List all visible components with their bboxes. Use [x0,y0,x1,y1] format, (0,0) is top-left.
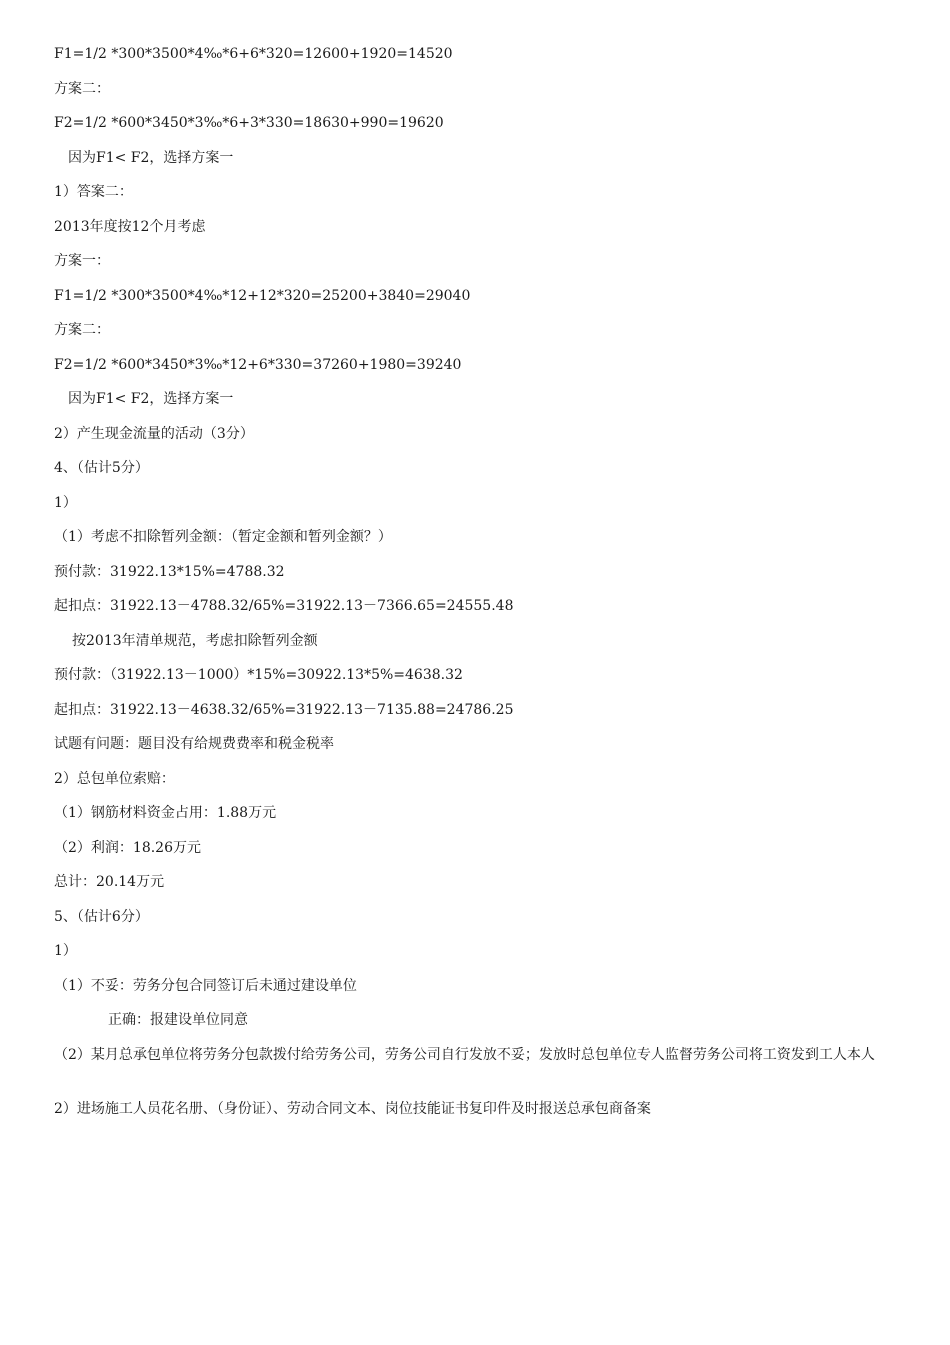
q5-part-1: 1） [54,943,77,959]
deduction-start-1: 起扣点：31922.13－4788.32/65%=31922.13－7366.65=24555.48 [54,598,514,614]
claim-item-2: （2）利润：18.26万元 [54,840,201,856]
conclusion-plan-one-2: 因为F1< F2，选择方案一 [68,391,234,407]
q4-item-1: （1）考虑不扣除暂列金额：（暂定金额和暂列金额？） [54,529,392,545]
spec-2013-note: 按2013年清单规范，考虑扣除暂列金额 [72,633,318,649]
year-note: 2013年度按12个月考虑 [54,219,206,235]
cash-flow-item: 2）产生现金流量的活动（3分） [54,426,254,442]
q5-item-1: （1）不妥：劳务分包合同签订后未通过建设单位 [54,978,357,994]
q4-part-2: 2）总包单位索赔： [54,771,175,787]
formula-f1-6-months: F1=1/2 *300*3500*4‰*6+6*320=12600+1920=14520 [54,46,453,62]
conclusion-plan-one: 因为F1< F2，选择方案一 [68,150,234,166]
plan-two-heading: 方案二： [54,81,110,97]
advance-payment-2: 预付款：（31922.13－1000）*15%=30922.13*5%=4638.32 [54,667,463,683]
deduction-start-2: 起扣点：31922.13－4638.32/65%=31922.13－7135.88=24786.25 [54,702,514,718]
q5-item-2: （2）某月总承包单位将劳务分包款拨付给劳务公司，劳务公司自行发放不妥；发放时总包单位专人监督劳务公司将工资发到工人本人 [54,1047,875,1063]
plan-one-heading: 方案一： [54,253,110,269]
advance-payment-1: 预付款：31922.13*15%=4788.32 [54,564,285,580]
formula-f1-12-months: F1=1/2 *300*3500*4‰*12+12*320=25200+3840=29040 [54,288,471,304]
answer-two-heading: 1）答案二： [54,184,133,200]
claim-item-1: （1）钢筋材料资金占用：1.88万元 [54,805,277,821]
question-5-heading: 5、（估计6分） [54,909,149,925]
q4-part-1: 1） [54,495,77,511]
q5-part-2: 2）进场施工人员花名册、（身份证）、劳动合同文本、岗位技能证书复印件及时报送总承包商备案 [54,1101,651,1117]
question-4-heading: 4、（估计5分） [54,460,149,476]
formula-f2-6-months: F2=1/2 *600*3450*3‰*6+3*330=18630+990=19620 [54,115,444,131]
claim-total: 总计：20.14万元 [54,874,165,890]
formula-f2-12-months: F2=1/2 *600*3450*3‰*12+6*330=37260+1980=39240 [54,357,462,373]
plan-two-heading-2: 方案二： [54,322,110,338]
question-issue-note: 试题有问题：题目没有给规费费率和税金税率 [54,736,334,752]
q5-correction: 正确：报建设单位同意 [108,1012,248,1028]
